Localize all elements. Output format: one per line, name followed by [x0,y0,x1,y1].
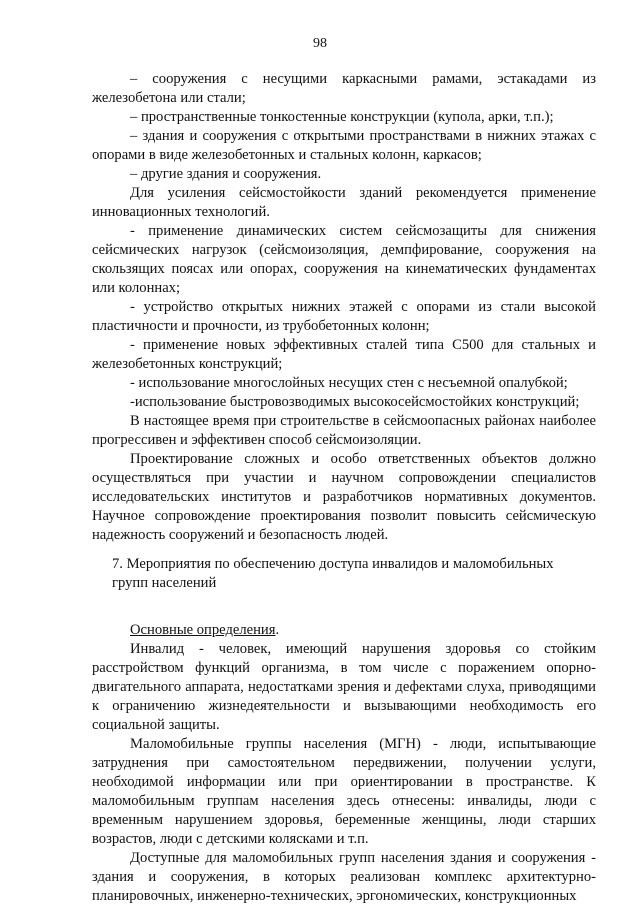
paragraph: – другие здания и сооружения. [130,166,322,182]
paragraph: Для усиления сейсмостойкости зданий рекомендуется применение инновационных технологий. [92,185,596,220]
subheading [92,621,596,640]
paragraph: -использование быстровозводимых высокосейсмостойких конструкций; [130,394,580,410]
subheading-text: Основные определения [130,622,276,638]
paragraph: - применение новых эффективных сталей типа С500 для стальных и железобетонных конструкций; [92,337,596,372]
paragraph: - использование многослойных несущих стен с несъемной опалубкой; [130,375,568,391]
paragraph: Маломобильные группы населения (МГН) - люди, испытывающие затруднения при самостоятельном передвижении, получении услуги, необходимой информации или при ориентировании в пространстве. К маломобильным группам населения здесь отнесены: инвалиды, люди с временным нарушением здоровья, беременные женщины, люди старших возрастов, люди с детскими колясками и т.п. [92,736,596,847]
page-body [92,70,596,906]
paragraph: Доступные для маломобильных групп населения здания и сооружения - здания и сооружения, в которых реализован комплекс архитектурно-планировочных, инженерно-технических, эргономических, конструкционных [92,850,596,904]
subheading-dot: . [275,622,280,638]
section-heading-line2: групп населений [112,575,217,591]
paragraph: – пространственные тонкостенные конструкции (купола, арки, т.п.); [130,109,554,125]
section-heading-line1: 7. Мероприятия по обеспечению доступа инвалидов и маломобильных [112,556,554,572]
paragraph: Инвалид - человек, имеющий нарушения здоровья со стойким расстройством функций организма, в том числе с поражением опорно-двигательного аппарата, недостатками зрения и дефектами слуха, приводящими к ограничению жизнедеятельности и вызывающими необходимость его социальной защиты. [92,641,596,733]
paragraph: – сооружения с несущими каркасными рамами, эстакадами из железобетона или стали; [92,71,596,106]
paragraph: - применение динамических систем сейсмозащиты для снижения сейсмических нагрузок (сейсмоизоляция, демпфирование, сооружения на скользящих поясах или опорах, сооружения на кинематических фундаментах или колоннах; [92,223,596,296]
paragraph: В настоящее время при строительстве в сейсмоопасных районах наиболее прогрессивен и эффективен способ сейсмоизоляции. [92,413,596,448]
paragraph: Проектирование сложных и особо ответственных объектов должно осуществляться при участии и научном сопровождении специалистов исследовательских институтов и разработчиков нормативных документов. Научное сопровождение проектирования позволит повысить сейсмическую надежность сооружений и безопасность людей. [92,451,596,543]
paragraph: - устройство открытых нижних этажей с опорами из стали высокой пластичности и прочности, из трубобетонных колонн; [92,299,596,334]
page-number: 98 [313,36,327,51]
paragraph: – здания и сооружения с открытыми пространствами в нижних этажах с опорами в виде железобетонных и стальных колонн, каркасов; [92,128,596,163]
section-heading [92,555,596,593]
